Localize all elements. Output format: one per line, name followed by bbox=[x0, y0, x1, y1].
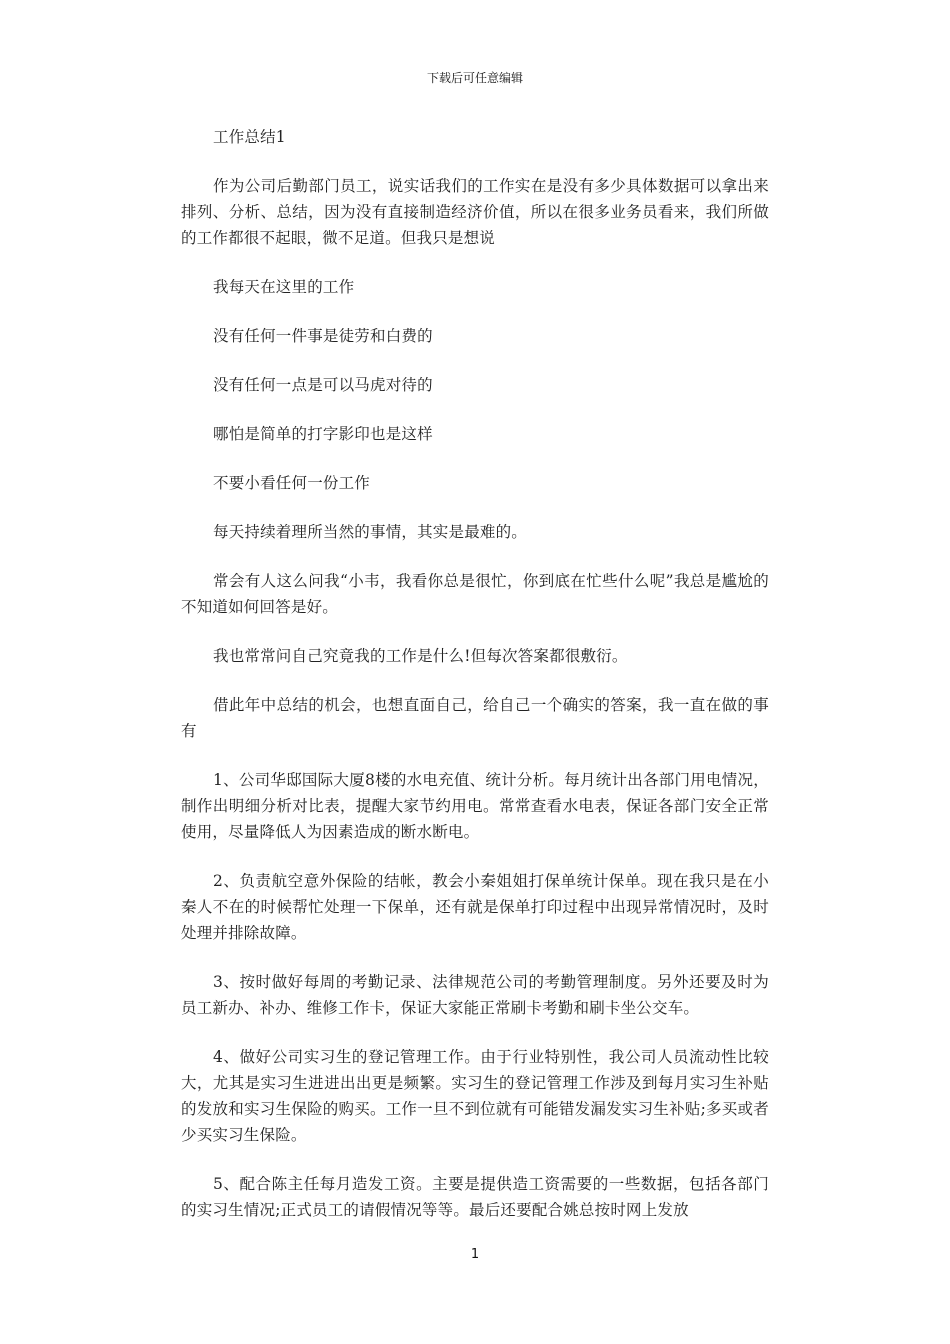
list-item: 3、按时做好每周的考勤记录、法律规范公司的考勤管理制度。另外还要及时为员工新办、补办、维修工作卡，保证大家能正常刷卡考勤和刷卡坐公交车。 bbox=[181, 973, 769, 1017]
paragraph: 我每天在这里的工作 bbox=[213, 278, 355, 296]
paragraph: 不要小看任何一份工作 bbox=[213, 474, 371, 492]
page-header: 下载后可任意编辑 bbox=[426, 71, 523, 85]
paragraph: 我也常常问自己究竟我的工作是什么!但每次答案都很敷衍。 bbox=[213, 647, 628, 665]
list-item: 1、公司华邸国际大厦8楼的水电充值、统计分析。每月统计出各部门用电情况，制作出明细分析对比表，提醒大家节约用电。常常查看水电表，保证各部门安全正常使用，尽量降低人为因素造成的断水断电。 bbox=[181, 771, 769, 841]
document-body bbox=[181, 124, 769, 1246]
paragraph: 没有任何一件事是徒劳和白费的 bbox=[213, 327, 433, 345]
list-item: 4、做好公司实习生的登记管理工作。由于行业特别性，我公司人员流动性比较大，尤其是实习生进进出出更是频繁。实习生的登记管理工作涉及到每月实习生补贴的发放和实习生保险的购买。工作一旦不到位就有可能错发漏发实习生补贴;多买或者少买实习生保险。 bbox=[181, 1048, 769, 1144]
list-item: 2、负责航空意外保险的结帐，教会小秦姐姐打保单统计保单。现在我只是在小秦人不在的时候帮忙处理一下保单，还有就是保单打印过程中出现异常情况时，及时处理并排除故障。 bbox=[181, 872, 769, 942]
paragraph: 没有任何一点是可以马虎对待的 bbox=[213, 376, 433, 394]
paragraph: 作为公司后勤部门员工，说实话我们的工作实在是没有多少具体数据可以拿出来排列、分析、总结，因为没有直接制造经济价值，所以在很多业务员看来，我们所做的工作都很不起眼，微不足道。但我只是想说 bbox=[181, 177, 769, 247]
paragraph: 哪怕是简单的打字影印也是这样 bbox=[213, 425, 433, 443]
document-title: 工作总结1 bbox=[213, 128, 286, 146]
paragraph: 每天持续着理所当然的事情，其实是最难的。 bbox=[213, 523, 528, 541]
list-item: 5、配合陈主任每月造发工资。主要是提供造工资需要的一些数据，包括各部门的实习生情况;正式员工的请假情况等等。最后还要配合姚总按时网上发放 bbox=[181, 1175, 769, 1219]
paragraph: 常会有人这么问我“小韦，我看你总是很忙，你到底在忙些什么呢”我总是尴尬的不知道如何回答是好。 bbox=[181, 572, 769, 616]
paragraph: 借此年中总结的机会，也想直面自己，给自己一个确实的答案，我一直在做的事有 bbox=[181, 696, 769, 740]
page-number: 1 bbox=[470, 1247, 480, 1262]
